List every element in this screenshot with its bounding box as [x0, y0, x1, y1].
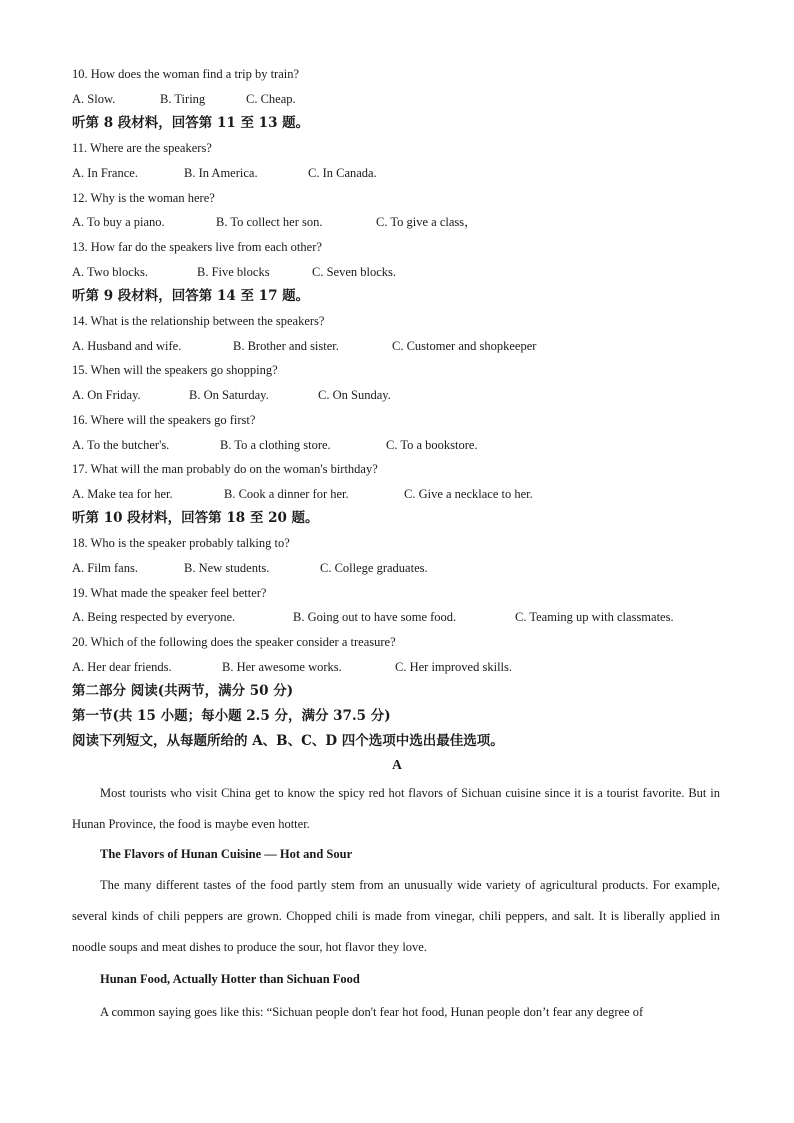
option-c: C. On Sunday.	[318, 388, 391, 402]
section-9-heading: 听第 9 段材料，回答第 14 至 17 题。	[72, 288, 310, 304]
option-c: C. Teaming up with classmates.	[515, 610, 674, 624]
option-a: A. Make tea for her.	[72, 487, 173, 501]
question-12: 12. Why is the woman here?	[72, 191, 215, 205]
option-c: C. Cheap.	[246, 92, 296, 106]
option-a: A. On Friday.	[72, 388, 141, 402]
question-18: 18. Who is the speaker probably talking to?	[72, 536, 290, 550]
option-b: B. On Saturday.	[189, 388, 269, 402]
question-16: 16. Where will the speakers go first?	[72, 413, 256, 427]
question-14: 14. What is the relationship between the speakers?	[72, 314, 325, 328]
option-a: A. Slow.	[72, 92, 116, 106]
option-c: C. Her improved skills.	[395, 660, 513, 674]
question-20: 20. Which of the following does the speaker consider a treasure?	[72, 635, 396, 649]
option-c: C. Customer and shopkeeper	[392, 339, 537, 353]
option-b: B. To collect her son.	[216, 215, 323, 229]
option-b: B. In America.	[184, 166, 258, 180]
part-2-section-1-heading: 第一节(共 15 小题；每小题 2.5 分，满分 37.5 分)	[72, 708, 391, 724]
passage-label: A	[392, 757, 402, 772]
reading-instruction: 阅读下列短文，从每题所给的 A、B、C、D 四个选项中选出最佳选项。	[72, 733, 504, 749]
passage-paragraph-1: Most tourists who visit China get to know the spicy red hot flavors of Sichuan cuisine since it is a tourist favorite. But in Hunan Province, the food is maybe even hotter.	[72, 786, 720, 831]
question-11: 11. Where are the speakers?	[72, 141, 212, 155]
option-b: B. Brother and sister.	[233, 339, 339, 353]
passage-paragraph-2: The many different tastes of the food partly stem from an unusually wide variety of agricultural products. For example, several kinds of chili peppers are grown. Chopped chili is made from vinegar, chili peppers, and salt. It is liberally applied in noodle soups and meat dishes to produce the sour, hot flavor they love.	[72, 878, 720, 954]
passage-paragraph-3: A common saying goes like this: “Sichuan people don't fear hot food, Hunan people don’t fear any degree of	[100, 1005, 644, 1019]
option-a: A. Husband and wife.	[72, 339, 182, 353]
option-c: C. In Canada.	[308, 166, 377, 180]
question-15: 15. When will the speakers go shopping?	[72, 363, 278, 377]
question-13: 13. How far do the speakers live from each other?	[72, 240, 322, 254]
question-17: 17. What will the man probably do on the woman's birthday?	[72, 462, 378, 476]
option-c: C. Give a necklace to her.	[404, 487, 533, 501]
option-c: C. College graduates.	[320, 561, 428, 575]
question-19: 19. What made the speaker feel better?	[72, 586, 267, 600]
option-a: A. To the butcher's.	[72, 438, 170, 452]
passage-subheading-1: The Flavors of Hunan Cuisine — Hot and Sour	[100, 847, 353, 861]
option-a: A. Being respected by everyone.	[72, 610, 236, 624]
option-b: B. Cook a dinner for her.	[224, 487, 349, 501]
option-b: B. Her awesome works.	[222, 660, 342, 674]
option-b: B. New students.	[184, 561, 270, 575]
option-c: C. To a bookstore.	[386, 438, 478, 452]
option-c: C. To give a class，	[376, 215, 477, 229]
option-b: B. To a clothing store.	[220, 438, 331, 452]
option-b: B. Five blocks	[197, 265, 270, 279]
section-10-heading: 听第 10 段材料，回答第 18 至 20 题。	[72, 510, 319, 526]
option-a: A. Two blocks.	[72, 265, 148, 279]
option-a: A. To buy a piano.	[72, 215, 165, 229]
option-b: B. Tiring	[160, 92, 206, 106]
option-a: A. Film fans.	[72, 561, 138, 575]
option-b: B. Going out to have some food.	[293, 610, 457, 624]
option-a: A. Her dear friends.	[72, 660, 172, 674]
section-8-heading: 听第 8 段材料，回答第 11 至 13 题。	[72, 115, 310, 131]
option-a: A. In France.	[72, 166, 138, 180]
part-2-heading: 第二部分 阅读(共两节，满分 50 分)	[72, 683, 294, 699]
question-10: 10. How does the woman find a trip by train?	[72, 67, 300, 81]
passage-subheading-2: Hunan Food, Actually Hotter than Sichuan Food	[100, 972, 360, 986]
option-c: C. Seven blocks.	[312, 265, 397, 279]
